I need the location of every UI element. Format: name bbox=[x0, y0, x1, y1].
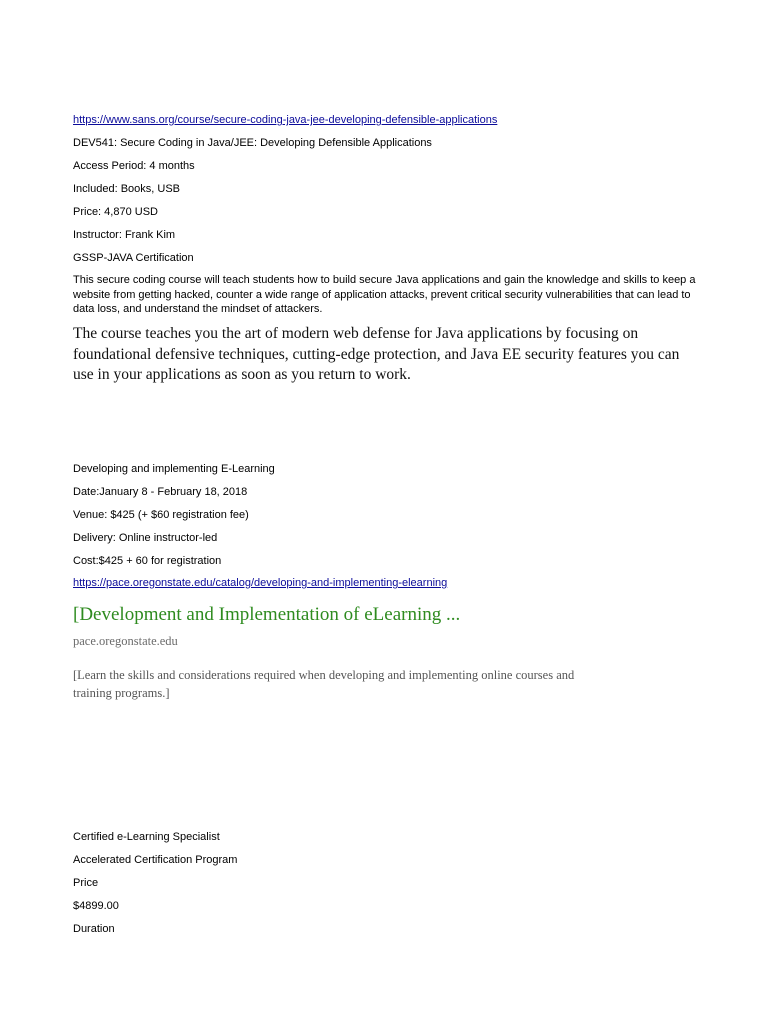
access-period: Access Period: 4 months bbox=[73, 160, 195, 172]
certification: GSSP-JAVA Certification bbox=[73, 252, 194, 264]
elearning-date: Date:January 8 - February 18, 2018 bbox=[73, 486, 248, 498]
elearning-venue: Venue: $425 (+ $60 registration fee) bbox=[73, 509, 249, 521]
duration-label: Duration bbox=[73, 923, 115, 935]
course-price: Price: 4,870 USD bbox=[73, 206, 158, 218]
included-items: Included: Books, USB bbox=[73, 183, 181, 195]
program-name: Accelerated Certification Program bbox=[73, 854, 238, 866]
search-result-title[interactable]: [Development and Implementation of eLearning ... bbox=[73, 604, 461, 625]
specialist-title: Certified e-Learning Specialist bbox=[73, 831, 220, 843]
price-value: $4899.00 bbox=[73, 900, 119, 912]
search-result-description: [Learn the skills and considerations required when developing and implementing online courses and training programs.] bbox=[73, 668, 575, 700]
elearning-title: Developing and implementing E-Learning bbox=[73, 463, 275, 475]
price-label: Price bbox=[73, 877, 99, 889]
instructor: Instructor: Frank Kim bbox=[73, 229, 176, 241]
oregonstate-link[interactable]: https://pace.oregonstate.edu/catalog/developing-and-implementing-elearning bbox=[73, 577, 448, 589]
course-description: This secure coding course will teach students how to build secure Java applications and gain the knowledge and skills to keep a website from getting hacked, counter a wide range of application attacks, prevent critical security vulnerabilities that can lead to data loss, and understand the mindset of attackers. bbox=[73, 274, 696, 315]
search-result-site: pace.oregonstate.edu bbox=[73, 634, 178, 648]
elearning-delivery: Delivery: Online instructor-led bbox=[73, 532, 218, 544]
elearning-cost: Cost:$425 + 60 for registration bbox=[73, 555, 222, 567]
course-summary-paragraph: The course teaches you the art of modern web defense for Java applications by focusing on foundational defensive techniques, cutting-edge protection, and Java EE security features you can use in your applications as soon as you return to work. bbox=[73, 325, 680, 383]
course-title: DEV541: Secure Coding in Java/JEE: Developing Defensible Applications bbox=[73, 137, 432, 149]
sans-course-link[interactable]: https://www.sans.org/course/secure-coding-java-jee-developing-defensible-applications bbox=[73, 114, 498, 126]
